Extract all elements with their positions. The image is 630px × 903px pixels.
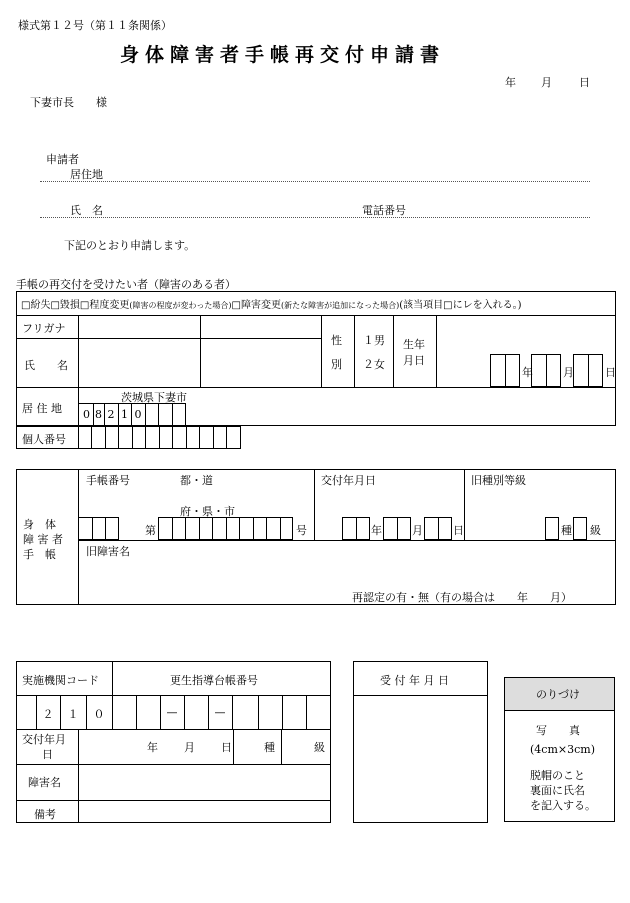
col-divider bbox=[464, 469, 465, 540]
reason-loss-damage-grade[interactable]: □紛失□毀損□程度変更 bbox=[21, 300, 130, 311]
glue-label: のりづけ bbox=[534, 685, 582, 703]
birth-month-label: 月 bbox=[563, 366, 574, 379]
box-divider bbox=[212, 517, 213, 540]
dash-separator: — bbox=[214, 706, 226, 719]
birth-day-label: 日 bbox=[605, 366, 616, 379]
personal-number-label: 個人番号 bbox=[22, 433, 66, 446]
prefecture-label-2: 府・県・市 bbox=[180, 505, 235, 518]
box-divider bbox=[92, 517, 93, 540]
form-title: 身体障害者手帳再交付申請書 bbox=[120, 44, 446, 66]
shu-label: 種 bbox=[561, 524, 572, 537]
notes-field[interactable] bbox=[79, 801, 329, 822]
box-divider bbox=[397, 517, 398, 540]
row-divider bbox=[78, 540, 616, 541]
col-divider bbox=[112, 661, 113, 695]
date-year-label: 年 bbox=[505, 76, 516, 89]
kyu-label: 級 bbox=[314, 741, 325, 754]
photo-note-3: を記入する。 bbox=[530, 799, 596, 812]
col-divider bbox=[233, 729, 234, 764]
photo-note-1: 脱帽のこと bbox=[530, 769, 585, 782]
box-divider bbox=[158, 403, 159, 426]
row-divider bbox=[353, 695, 488, 696]
reason-instruction: (該当項目□にレを入れる。) bbox=[399, 300, 522, 311]
name-label: 氏 名 bbox=[24, 359, 68, 372]
issue-day-label: 日 bbox=[453, 524, 464, 537]
address-line[interactable] bbox=[40, 181, 590, 182]
name-phone-line[interactable] bbox=[40, 217, 590, 218]
guidance-number-label: 更生指導台帳番号 bbox=[170, 674, 258, 687]
form-number: 様式第１２号（第１１条関係） bbox=[18, 19, 172, 32]
sex-male-option[interactable]: １男 bbox=[363, 334, 385, 347]
section1-heading: 手帳の再交付を受けたい者（障害のある者） bbox=[16, 278, 236, 291]
col-divider bbox=[393, 315, 394, 387]
col-divider bbox=[314, 469, 315, 540]
box-divider bbox=[266, 517, 267, 540]
disability-label: 障害名 bbox=[28, 776, 61, 789]
prefecture-label-1: 都・道 bbox=[180, 474, 213, 487]
reason-disability-change[interactable]: □障害変更 bbox=[231, 300, 281, 311]
box-divider bbox=[356, 517, 357, 540]
sex-female-option[interactable]: ２女 bbox=[363, 358, 385, 371]
col-divider bbox=[321, 315, 322, 387]
reason-disability-note: (新たな障害が追加になった場合) bbox=[280, 301, 400, 310]
photo-size: (4cm×3cm) bbox=[530, 743, 595, 756]
photo-note-2: 裏面に氏名 bbox=[530, 784, 585, 797]
col-divider bbox=[354, 315, 355, 387]
issue-date-label: 交付年月日 bbox=[321, 474, 376, 487]
box-divider bbox=[505, 354, 506, 387]
box-divider bbox=[253, 517, 254, 540]
birth-label-1: 生年 bbox=[403, 338, 425, 351]
issue-day-label: 日 bbox=[221, 741, 232, 754]
date-day-label: 日 bbox=[579, 76, 590, 89]
application-statement: 下記のとおり申請します。 bbox=[64, 239, 196, 252]
techo-number-label: 手帳番号 bbox=[86, 474, 130, 487]
kyu-label: 級 bbox=[590, 524, 601, 537]
issue-year-label: 年 bbox=[147, 741, 158, 754]
reception-date-label: 受 付 年 月 日 bbox=[380, 674, 449, 687]
box-divider bbox=[239, 517, 240, 540]
postal-digit: 1 bbox=[121, 408, 128, 421]
box-divider bbox=[280, 517, 281, 540]
postal-digit: 0 bbox=[134, 408, 142, 421]
residence-value[interactable]: 茨城県下妻市 bbox=[121, 391, 187, 404]
box-divider bbox=[185, 517, 186, 540]
name-field[interactable] bbox=[79, 339, 319, 386]
date-month-label: 月 bbox=[541, 76, 552, 89]
code-digit: ０ bbox=[93, 708, 105, 721]
box-divider bbox=[546, 354, 547, 387]
birth-label-2: 月日 bbox=[403, 354, 425, 367]
addressee: 下妻市長 様 bbox=[30, 96, 107, 109]
old-type-box[interactable] bbox=[545, 517, 559, 540]
box-divider bbox=[105, 517, 106, 540]
box-divider bbox=[226, 517, 227, 540]
issue-label-2: 日 bbox=[42, 748, 53, 761]
applicant-name-label: 氏 名 bbox=[70, 204, 103, 217]
birth-year-label: 年 bbox=[522, 366, 533, 379]
residence-label: 居 住 地 bbox=[22, 402, 62, 415]
sex-label-2: 別 bbox=[331, 358, 342, 371]
old-disability-label: 旧障害名 bbox=[86, 545, 130, 558]
issue-month-label: 月 bbox=[184, 741, 195, 754]
postal-digit: 8 bbox=[95, 408, 102, 421]
side-label-3: 手 帳 bbox=[23, 548, 56, 561]
box-divider bbox=[172, 403, 173, 426]
code-digit: ２ bbox=[42, 708, 54, 721]
box-divider bbox=[588, 354, 589, 387]
box-divider bbox=[199, 517, 200, 540]
shu-label: 種 bbox=[264, 741, 275, 754]
col-divider bbox=[436, 315, 437, 387]
furigana-field[interactable] bbox=[79, 316, 199, 337]
go-label: 号 bbox=[296, 524, 307, 537]
row-divider bbox=[16, 387, 616, 388]
side-label-1: 身 体 bbox=[23, 518, 56, 531]
applicant-label: 申請者 bbox=[46, 153, 79, 166]
dash-separator: — bbox=[166, 706, 178, 719]
postal-digit: 2 bbox=[107, 408, 115, 421]
issue-month-label: 月 bbox=[412, 524, 423, 537]
postal-digit: 0 bbox=[83, 408, 90, 421]
applicant-phone-label: 電話番号 bbox=[362, 204, 406, 217]
box-divider bbox=[438, 517, 439, 540]
row-divider bbox=[16, 729, 331, 730]
techo-prefix-boxes[interactable] bbox=[78, 517, 119, 540]
code-digit: １ bbox=[67, 708, 79, 721]
side-label-2: 障 害 者 bbox=[23, 533, 63, 546]
personal-number-boxes[interactable] bbox=[78, 426, 240, 449]
box-divider bbox=[145, 403, 146, 426]
reason-grade-note: (障害の程度が変わった場合) bbox=[129, 301, 232, 310]
notes-label: 備考 bbox=[34, 808, 56, 821]
recertification-note[interactable]: 再認定の有・無（有の場合は 年 月） bbox=[352, 591, 572, 604]
sex-label-1: 性 bbox=[331, 334, 342, 347]
applicant-address-label: 居住地 bbox=[70, 168, 103, 181]
disability-field[interactable] bbox=[79, 765, 329, 799]
dai-label: 第 bbox=[145, 524, 156, 537]
reissue-reasons[interactable] bbox=[21, 296, 522, 311]
photo-label: 写 真 bbox=[536, 724, 580, 737]
col-divider bbox=[281, 729, 282, 764]
issue-label-1: 交付年月 bbox=[22, 733, 66, 746]
issue-year-label: 年 bbox=[371, 524, 382, 537]
furigana-label: フリガナ bbox=[22, 322, 66, 335]
old-grade-box[interactable] bbox=[573, 517, 587, 540]
old-disability-field[interactable] bbox=[79, 556, 615, 586]
agency-code-label: 実施機関コード bbox=[22, 674, 99, 687]
row-divider bbox=[504, 710, 615, 711]
old-grade-label: 旧種別等級 bbox=[471, 474, 526, 487]
box-divider bbox=[172, 517, 173, 540]
